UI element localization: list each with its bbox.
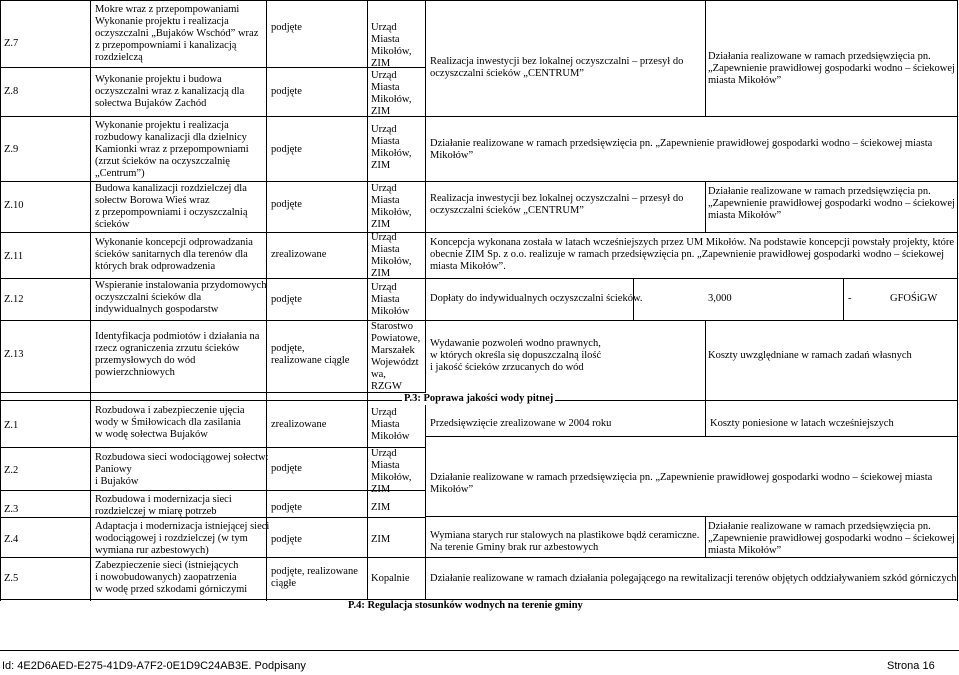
row-description: Rozbudowa i zabezpieczenie ujęcia wody w Śmiłowicach dla zasilania w wodę sołectwa Bujaków (95, 405, 245, 440)
row-unit: Urząd Miasta Mikołów, ZIM (371, 124, 412, 171)
row-unit: Starostwo Powiatowe, Marszałek Województ wa, RZGW (371, 321, 421, 392)
row-code: Z.3 (4, 504, 19, 515)
row-unit: Urząd Miasta Mikołów, ZIM (371, 448, 412, 495)
note: Koncepcja wykonana została w latach wcześniejszych przez UM Mikołów. Na podstawie koncepcji powstały projekty, które obecnie ZIM Sp. z o.o. realizuje w ramach przedsięwzięcia pn. „Zapewnienie prawidłowej gospodarki wodno – ściekowej miasta Mikołów”. (430, 237, 955, 272)
note: Wymiana starych rur stalowych na plastikowe bądź ceramiczne. Na terenie Gminy brak rur azbestowych (430, 530, 700, 553)
note: Dopłaty do indywidualnych oczyszczalni ścieków. (430, 293, 643, 304)
note: Działanie realizowane w ramach działania polegającego na rewitalizacji terenów objętych oddziaływaniem szkód górniczych (430, 573, 957, 584)
row-code: Z.1 (4, 420, 19, 431)
row-status: podjęte (271, 463, 302, 474)
row-unit: Kopalnie (371, 573, 410, 584)
row-unit: ZIM (371, 534, 391, 545)
note-source: GFOŚiGW (890, 293, 938, 304)
note-amount: 3,000 (708, 293, 732, 304)
row-status: podjęte (271, 502, 302, 513)
row-code: Z.9 (4, 144, 19, 155)
note: Wydawanie pozwoleń wodno prawnych, w których określa się dopuszczalną ilość i jakość ścieków zrzucanych do wód (430, 338, 602, 373)
note-dash: - (848, 293, 852, 304)
row-description: Identyfikacja podmiotów i działania na rzecz ograniczenia zrzutu ścieków przemysłowych do wód powierzchniowych (95, 331, 260, 378)
row-unit: Urząd Miasta Mikołów, ZIM (371, 70, 412, 117)
row-status: zrealizowane (271, 419, 327, 430)
row-unit: Urząd Miasta Mikołów, ZIM (371, 22, 412, 69)
row-description: Zabezpieczenie sieci (istniejących i nowobudowanych) zaopatrzenia w wodę przed szkodami górniczymi (95, 560, 248, 595)
note: Realizacja inwestycji bez lokalnej oczyszczalni – przesył do oczyszczalni ścieków „CENTRUM” (430, 193, 684, 216)
note: Działanie realizowane w ramach przedsięwzięcia pn. „Zapewnienie prawidłowej gospodarki wodno – ściekowej miasta Mikołów” (708, 521, 955, 556)
note: Przedsięwzięcie zrealizowane w 2004 roku (430, 418, 612, 429)
row-description: Wspieranie instalowania przydomowych oczyszczalni ścieków dla indywidualnych gospodarstw (95, 280, 267, 315)
row-unit: Urząd Miasta Mikołów, ZIM (371, 183, 412, 230)
note: Koszty uwzględniane w ramach zadań własnych (708, 350, 912, 361)
row-status: podjęte (271, 86, 302, 97)
note: Działanie realizowane w ramach przedsięwzięcia pn. „Zapewnienie prawidłowej gospodarki wodno – ściekowej miasta Mikołów” (708, 186, 955, 221)
row-status: podjęte (271, 294, 302, 305)
note: Działanie realizowane w ramach przedsięwzięcia pn. „Zapewnienie prawidłowej gospodarki wodno – ściekowej miasta Mikołów” (430, 472, 933, 495)
row-code: Z.2 (4, 465, 19, 476)
row-code: Z.7 (4, 38, 19, 49)
row-unit: Urząd Miasta Mikołów, ZIM (371, 232, 412, 279)
row-status: podjęte, realizowane ciągle (271, 343, 350, 366)
section-header-p3: P.3: Poprawa jakości wody pitnej (404, 393, 554, 404)
row-description: Wykonanie koncepcji odprowadzania ścieków sanitarnych dla terenów dla których brak odprowadzenia (95, 237, 253, 272)
row-status: podjęte (271, 534, 302, 545)
note: Działania realizowane w ramach przedsięwzięcia pn. „Zapewnienie prawidłowej gospodarki wodno – ściekowej miasta Mikołów” (708, 51, 955, 86)
row-unit: Urząd Miasta Mikołów (371, 407, 410, 442)
row-description: Adaptacja i modernizacja istniejącej sieci wodociągowej i rozdzielczej (w tym wymiana rur azbestowych) (95, 521, 270, 556)
section-header-p4: P.4: Regulacja stosunków wodnych na terenie gminy (348, 600, 583, 611)
row-code: Z.13 (4, 349, 24, 360)
note: Działanie realizowane w ramach przedsięwzięcia pn. „Zapewnienie prawidłowej gospodarki wodno – ściekowej miasta Mikołów” (430, 138, 933, 161)
row-description: Mokre wraz z przepompowaniami Wykonanie projektu i realizacja oczyszczalni „Bujaków Wschód” wraz z przepompowniami i kanalizacją rozdzielczą (95, 4, 259, 63)
row-code: Z.8 (4, 86, 19, 97)
note: Realizacja inwestycji bez lokalnej oczyszczalni – przesył do oczyszczalni ścieków „CENTRUM” (430, 56, 684, 79)
page-number: Strona 16 (887, 660, 935, 672)
row-code: Z.4 (4, 534, 19, 545)
row-description: Budowa kanalizacji rozdzielczej dla sołectw Borowa Wieś wraz z przepompowniami i oczyszczalnią ścieków (95, 183, 248, 230)
row-status: podjęte (271, 144, 302, 155)
document-id: Id: 4E2D6AED-E275-41D9-A7F2-0E1D9C24AB3E. Podpisany (2, 660, 306, 672)
row-description: Rozbudowa sieci wodociągowej sołectw: Paniowy i Bujaków (95, 452, 269, 487)
row-status: zrealizowane (271, 249, 327, 260)
row-unit: Urząd Miasta Mikołów (371, 282, 410, 317)
row-code: Z.12 (4, 294, 24, 305)
row-code: Z.11 (4, 251, 24, 262)
row-status: podjęte, realizowane ciągłe (271, 566, 358, 589)
row-description: Rozbudowa i modernizacja sieci rozdzielczej w miarę potrzeb (95, 494, 232, 517)
row-code: Z.10 (4, 200, 24, 211)
row-status: podjęte (271, 22, 302, 33)
row-description: Wykonanie projektu i budowa oczyszczalni wraz z kanalizacją dla sołectwa Bujaków Zachód (95, 74, 245, 109)
row-status: podjęte (271, 199, 302, 210)
row-description: Wykonanie projektu i realizacja rozbudowy kanalizacji dla dzielnicy Kamionki wraz z przepompowniami (zrzut ścieków na oczyszczalnię „Centrum”) (95, 120, 249, 179)
row-unit: ZIM (371, 502, 391, 513)
row-code: Z.5 (4, 573, 19, 584)
note: Koszty poniesione w latach wcześniejszych (710, 418, 894, 429)
